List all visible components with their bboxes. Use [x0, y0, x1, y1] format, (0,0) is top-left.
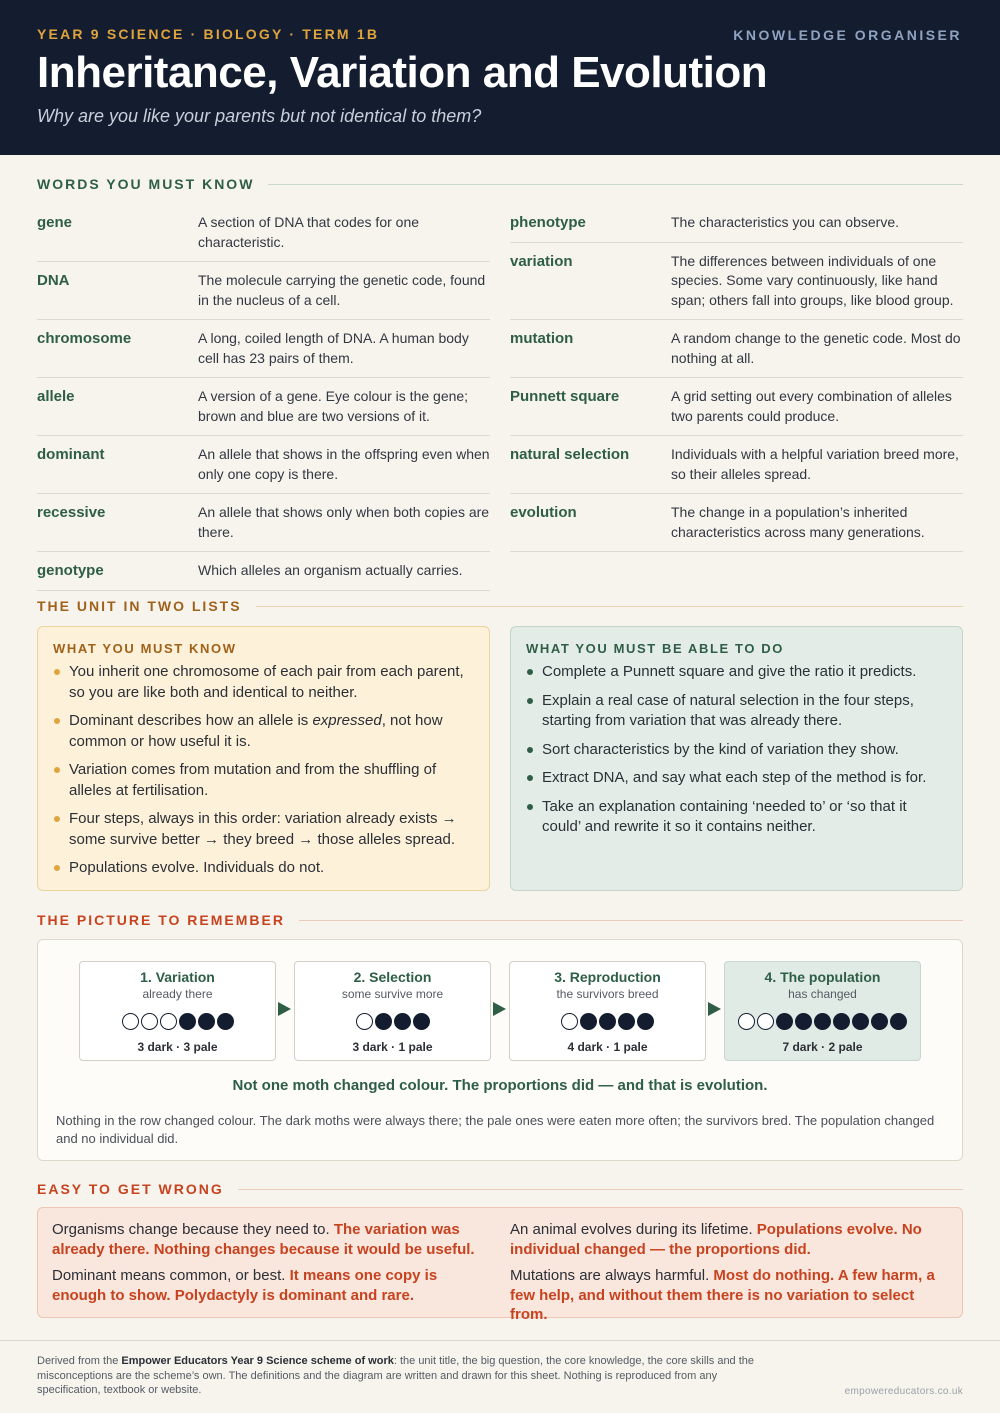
- glossary-term: variation: [510, 252, 573, 270]
- glossary-definition: Individuals with a helpful variation breed more, so their alleles spread.: [671, 446, 959, 482]
- stage-subtitle: already there: [142, 987, 213, 1001]
- glossary-term: gene: [37, 214, 73, 231]
- glossary-term: mutation: [510, 330, 574, 347]
- stage-count: 7 dark · 2 pale: [782, 1040, 863, 1054]
- must-do-item: [526, 797, 947, 838]
- arrow-right-icon: [278, 1002, 291, 1016]
- picture-heading-label: THE PICTURE TO REMEMBER: [37, 912, 285, 928]
- misconception-claim: Mutations are always harmful.: [510, 1267, 714, 1284]
- must-know-item: [53, 809, 474, 850]
- glossary-row: [510, 213, 963, 243]
- misconception-item: [52, 1266, 492, 1305]
- must-know-list: [53, 662, 474, 879]
- must-do-title: WHAT YOU MUST BE ABLE TO DO: [526, 641, 784, 656]
- must-do-item: [526, 740, 947, 761]
- glossary-definition: The characteristics you can observe.: [671, 214, 899, 230]
- pale-moth: [160, 1013, 177, 1030]
- glossary-row: [510, 252, 963, 321]
- misconception-item: [510, 1220, 950, 1259]
- bullet-dot: [527, 669, 533, 675]
- dark-moth: [217, 1013, 234, 1030]
- must-do-text: Take an explanation containing ‘needed to’ or ‘so that it could’ and rewrite it so it contains neither.: [542, 797, 907, 835]
- must-know-item: [53, 711, 474, 752]
- arrow-right-icon: [708, 1002, 721, 1016]
- pale-moth: [757, 1013, 774, 1030]
- glossary-left-column: [37, 213, 490, 600]
- source-name: Empower Educators Year 9 Science scheme of work: [121, 1355, 394, 1367]
- source-note: Derived from the Empower Educators Year 9 Science scheme of work: the unit title, the big question, the core knowledge, the core skills and the misconceptions are the scheme’s own. The definitions and the diagram are written and drawn for this sheet. Nothing is reproduced from any specification, textbook or website.: [37, 1355, 755, 1396]
- dark-moth: [580, 1013, 597, 1030]
- words-heading-rule: [268, 184, 963, 185]
- course-kicker: YEAR 9 SCIENCE · BIOLOGY · TERM 1B: [37, 26, 380, 42]
- stage-title: 3. Reproduction: [554, 969, 661, 985]
- bullet-dot: [527, 775, 533, 781]
- glossary-right-column: [510, 213, 963, 561]
- must-do-text: Explain a real case of natural selection in the four steps, starting from variation that was already there.: [542, 691, 914, 729]
- dark-moth: [833, 1013, 850, 1030]
- glossary-row: [510, 387, 963, 436]
- dark-moth: [599, 1013, 616, 1030]
- moth-row: [80, 1013, 275, 1031]
- words-heading-label: WORDS YOU MUST KNOW: [37, 176, 255, 192]
- dark-moth: [795, 1013, 812, 1030]
- big-question: Why are you like your parents but not identical to them?: [37, 106, 482, 126]
- stage-card: [79, 961, 276, 1061]
- glossary-term: evolution: [510, 504, 577, 521]
- dark-moth: [198, 1013, 215, 1030]
- glossary-term: natural selection: [510, 446, 630, 463]
- misconception-claim: An animal evolves during its lifetime.: [510, 1221, 757, 1238]
- must-do-list: [526, 662, 947, 838]
- bullet-dot: [527, 804, 533, 810]
- document-type-label: KNOWLEDGE ORGANISER: [733, 27, 962, 43]
- stage-card: [509, 961, 706, 1061]
- picture-section-heading: [37, 912, 963, 928]
- bullet-dot: [54, 816, 60, 822]
- lists-heading-rule: [256, 606, 963, 607]
- misconception-correction: Most do nothing. A few harm, a few help, and without them there is no variation to select from.: [510, 1267, 935, 1323]
- glossary-term: allele: [37, 388, 75, 405]
- wrong-heading-rule: [238, 1189, 963, 1190]
- glossary-row: [510, 445, 963, 494]
- diagram-headline: Not one moth changed colour. The proportions did — and that is evolution.: [232, 1077, 768, 1094]
- glossary-term: DNA: [37, 272, 70, 289]
- glossary-row: [37, 503, 490, 552]
- bullet-dot: [54, 865, 60, 871]
- glossary-row: [37, 561, 490, 591]
- glossary-definition: An allele that shows in the offspring even when only one copy is there.: [198, 446, 490, 482]
- dark-moth: [814, 1013, 831, 1030]
- footer-site: empowereducators.co.uk: [844, 1386, 963, 1397]
- must-do-text: Complete a Punnett square and give the ratio it predicts.: [542, 663, 917, 680]
- must-do-text: Extract DNA, and say what each step of the method is for.: [542, 769, 927, 786]
- stage-card: [294, 961, 491, 1061]
- footer-divider: [0, 1340, 1000, 1341]
- dark-moth: [776, 1013, 793, 1030]
- must-do-item: [526, 662, 947, 683]
- glossary-row: [37, 445, 490, 494]
- dark-moth: [618, 1013, 635, 1030]
- glossary-term: phenotype: [510, 214, 586, 231]
- bullet-dot: [54, 669, 60, 675]
- lists-section-heading: [37, 598, 963, 614]
- glossary-row: [510, 329, 963, 378]
- bullet-dot: [527, 698, 533, 704]
- glossary-term: Punnett square: [510, 388, 620, 405]
- diagram-note: Nothing in the row changed colour. The dark moths were always there; the pale ones were eaten more often; the survivors bred. The population changed and no individual did.: [56, 1113, 935, 1146]
- misconception-claim: Organisms change because they need to.: [52, 1221, 334, 1238]
- glossary-definition: The change in a population’s inherited characteristics across many generations.: [671, 504, 925, 540]
- pale-moth: [561, 1013, 578, 1030]
- pale-moth: [738, 1013, 755, 1030]
- glossary-definition: A random change to the genetic code. Most do nothing at all.: [671, 330, 961, 366]
- must-know-text: You inherit one chromosome of each pair from each parent, so you are like both and identical to neither.: [69, 663, 464, 701]
- must-know-emphasis: expressed: [312, 712, 382, 729]
- misconceptions-box: [37, 1207, 963, 1323]
- glossary-row: [37, 329, 490, 378]
- dark-moth: [394, 1013, 411, 1030]
- dark-moth: [871, 1013, 888, 1030]
- glossary-definition: A grid setting out every combination of alleles two parents could produce.: [671, 388, 952, 424]
- moth-row: [295, 1013, 490, 1031]
- glossary-definition: Which alleles an organism actually carries.: [198, 562, 463, 578]
- stage-count: 3 dark · 3 pale: [137, 1040, 218, 1054]
- dark-moth: [375, 1013, 392, 1030]
- glossary-row: [37, 213, 490, 262]
- evolution-diagram: [37, 939, 963, 1161]
- glossary-definition: The differences between individuals of one species. Some vary continuously, like hand span; others fall into groups, like blood group.: [671, 252, 954, 308]
- must-know-item: [53, 858, 474, 879]
- stage-subtitle: has changed: [788, 987, 857, 1001]
- must-know-title: WHAT YOU MUST KNOW: [53, 641, 237, 656]
- stage-subtitle: some survive more: [341, 987, 444, 1001]
- glossary-definition: A section of DNA that codes for one characteristic.: [198, 214, 420, 250]
- pale-moth: [141, 1013, 158, 1030]
- must-know-item: [53, 760, 474, 801]
- pale-moth: [356, 1013, 373, 1030]
- glossary-term: chromosome: [37, 330, 132, 347]
- page-header: [0, 0, 1000, 155]
- glossary-term: dominant: [37, 446, 105, 463]
- picture-heading-rule: [299, 920, 963, 921]
- page-title: Inheritance, Variation and Evolution: [37, 48, 768, 97]
- dark-moth: [890, 1013, 907, 1030]
- misconception-correction: Populations evolve. No individual changed — the proportions did.: [510, 1221, 922, 1258]
- glossary-row: [510, 503, 963, 552]
- must-know-item: [53, 662, 474, 703]
- misconception-correction: It means one copy is enough to show. Polydactyly is dominant and rare.: [52, 1267, 438, 1304]
- glossary-term: recessive: [37, 504, 106, 521]
- must-know-text: Variation comes from mutation and from the shuffling of alleles at fertilisation.: [69, 761, 437, 799]
- stage-title: 1. Variation: [140, 969, 215, 985]
- moth-row: [510, 1013, 705, 1031]
- misconception-item: [52, 1220, 492, 1259]
- dark-moth: [413, 1013, 430, 1030]
- dark-moth: [179, 1013, 196, 1030]
- must-do-box: [510, 626, 963, 891]
- bullet-dot: [54, 767, 60, 773]
- glossary-row: [37, 387, 490, 436]
- glossary-definition: The molecule carrying the genetic code, found in the nucleus of a cell.: [198, 272, 486, 308]
- glossary-definition: A version of a gene. Eye colour is the gene; brown and blue are two versions of it.: [198, 388, 469, 424]
- wrong-section-heading: [37, 1181, 963, 1197]
- glossary-row: [37, 271, 490, 320]
- must-do-item: [526, 691, 947, 732]
- arrow-right-icon: [493, 1002, 506, 1016]
- must-do-item: [526, 768, 947, 789]
- glossary-definition: A long, coiled length of DNA. A human body cell has 23 pairs of them.: [198, 330, 469, 366]
- bullet-dot: [527, 747, 533, 753]
- must-know-text: Dominant describes how an allele is: [69, 712, 313, 729]
- must-know-box: [37, 626, 490, 891]
- dark-moth: [852, 1013, 869, 1030]
- misconception-correction: The variation was already there. Nothing changes because it would be useful.: [52, 1221, 475, 1258]
- stage-count: 4 dark · 1 pale: [567, 1040, 648, 1054]
- moth-row: [725, 1013, 920, 1031]
- wrong-heading-label: EASY TO GET WRONG: [37, 1181, 224, 1197]
- misconception-item: [510, 1266, 950, 1325]
- glossary-term: genotype: [37, 562, 104, 579]
- glossary-definition: An allele that shows only when both copies are there.: [198, 504, 490, 540]
- must-do-text: Sort characteristics by the kind of variation they show.: [542, 740, 899, 758]
- dark-moth: [637, 1013, 654, 1030]
- words-section-heading: [37, 176, 963, 192]
- must-know-text: , not how common or how useful it is.: [69, 712, 443, 750]
- pale-moth: [122, 1013, 139, 1030]
- stage-count: 3 dark · 1 pale: [352, 1040, 433, 1054]
- stage-title: 4. The population: [764, 969, 881, 985]
- bullet-dot: [54, 718, 60, 724]
- must-know-text: Populations evolve. Individuals do not.: [69, 859, 325, 876]
- stage-card: [724, 961, 921, 1061]
- must-know-text: Four steps, always in this order: variation already exists → some survive better → they breed → those alleles spread.: [69, 810, 457, 848]
- stage-subtitle: the survivors breed: [556, 987, 659, 1001]
- stage-title: 2. Selection: [353, 969, 432, 985]
- misconception-claim: Dominant means common, or best.: [52, 1267, 290, 1284]
- lists-heading-label: THE UNIT IN TWO LISTS: [37, 598, 242, 614]
